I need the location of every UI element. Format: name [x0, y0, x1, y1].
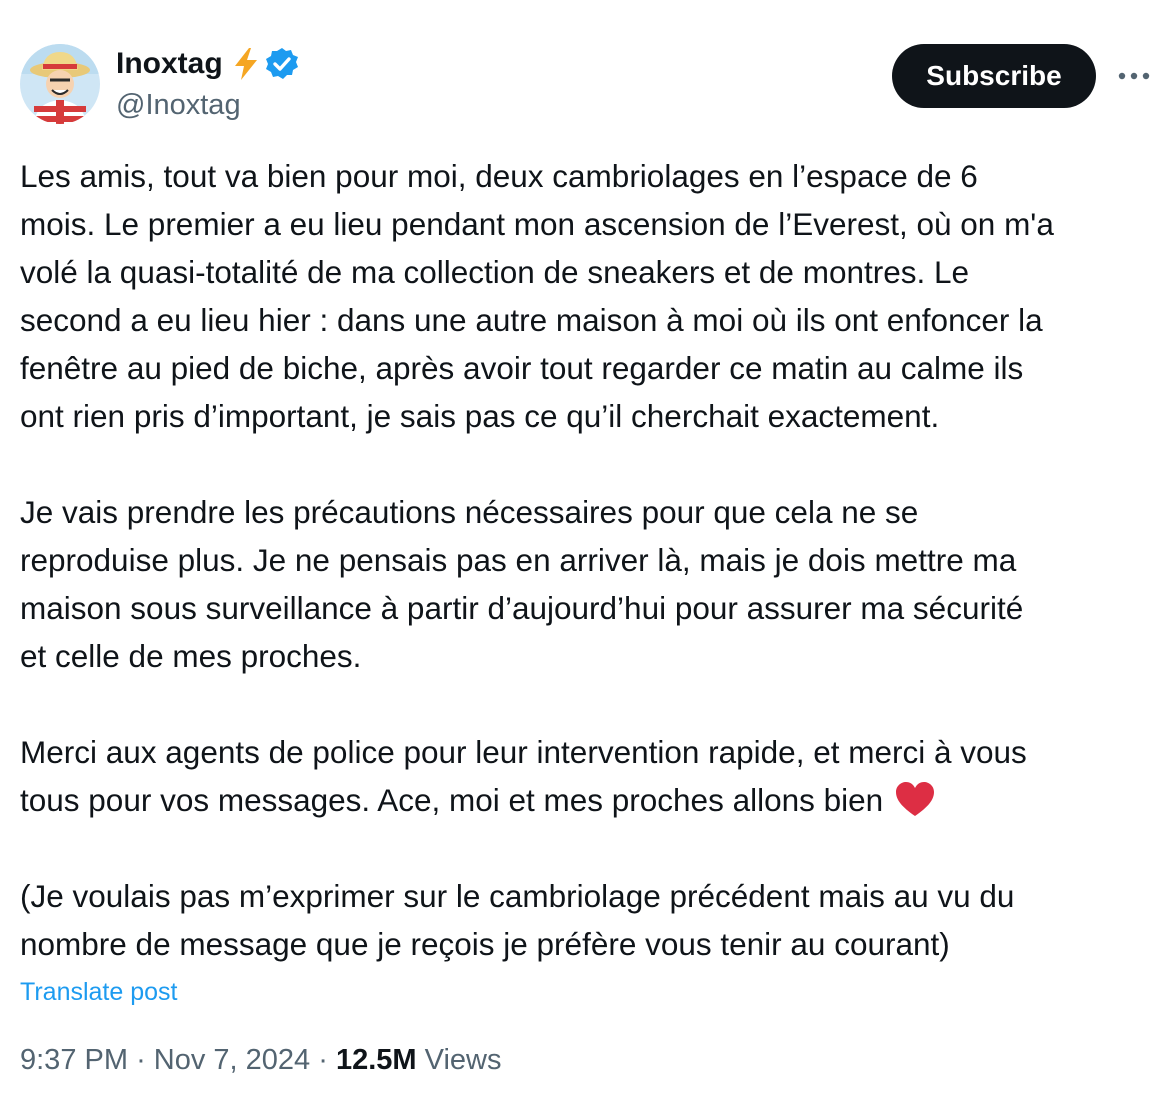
post-paragraph: Les amis, tout va bien pour moi, deux cambriolages en l’espace de 6 mois. Le premier a eu lieu pendant mon ascension de l’Everest, où on m'a volé la quasi-totalité de ma collection de sneakers et de montres. Le second a eu lieu hier : dans une autre maison à moi où ils ont enfoncer la fenêtre au pied de biche, après avoir tout regarder ce matin au calme ils ont rien pris d’important, je sais pas ce qu’il cherchait exactement. — [20, 158, 1054, 434]
display-name[interactable]: Inoxtag — [116, 47, 223, 80]
verified-icon[interactable] — [265, 47, 299, 81]
avatar-image — [20, 44, 100, 124]
post-paragraph-with-heart — [20, 728, 1160, 824]
red-heart-icon — [894, 780, 936, 818]
post-paragraph: Je vais prendre les précautions nécessaires pour que cela ne se reproduise plus. Je ne pensais pas en arriver là, mais je dois mettre ma maison sous surveillance à partir d’aujourd’hui pour assurer ma sécurité et celle de mes proches. — [20, 494, 1024, 674]
views-count[interactable]: 12.5M — [335, 1044, 417, 1076]
post-text — [20, 152, 1160, 968]
user-info — [116, 44, 299, 124]
post-date[interactable]: Nov 7, 2024 — [153, 1044, 311, 1076]
post-header — [20, 42, 1152, 126]
post-meta — [20, 1040, 502, 1080]
name-row — [116, 44, 299, 84]
user-handle[interactable]: @Inoxtag — [116, 89, 241, 121]
more-icon[interactable] — [1116, 58, 1152, 94]
avatar[interactable] — [20, 44, 100, 124]
lightning-bolt-icon — [231, 47, 261, 81]
post-time[interactable]: 9:37 PM — [20, 1044, 128, 1076]
post-paragraph: Merci aux agents de police pour leur intervention rapide, et merci à vous tous pour vos messages. Ace, moi et mes proches allons bien — [20, 734, 1027, 818]
subscribe-button[interactable]: Subscribe — [892, 44, 1096, 108]
translate-post-link[interactable]: Translate post — [20, 978, 178, 1006]
meta-separator: · — [136, 1044, 146, 1076]
post-paragraph: (Je voulais pas m’exprimer sur le cambriolage précédent mais au vu du nombre de message que je reçois je préfère vous tenir au courant) — [20, 878, 1015, 962]
meta-separator: · — [318, 1044, 328, 1076]
views-label: Views — [424, 1044, 502, 1076]
